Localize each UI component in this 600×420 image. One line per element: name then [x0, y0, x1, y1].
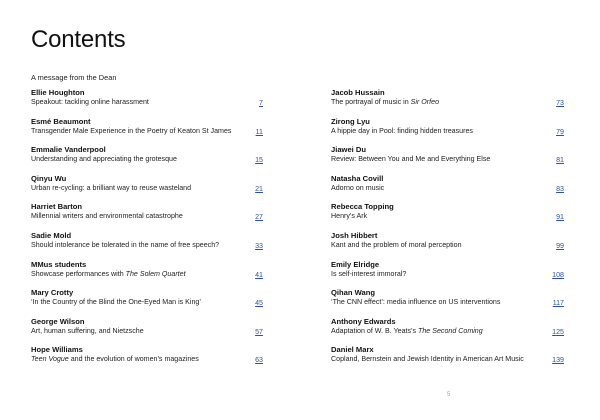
toc-page-link[interactable]: 81: [556, 156, 564, 165]
toc-page-link[interactable]: 83: [556, 184, 564, 193]
title-fragment: Review: Between You and Me and Everything Else: [331, 155, 491, 164]
title-fragment: Copland, Bernstein and Jewish Identity in American Art Music: [331, 355, 524, 364]
toc-page-link[interactable]: 125: [552, 327, 564, 336]
toc-page-link[interactable]: 79: [556, 127, 564, 136]
toc-author: Jiawei Du: [331, 145, 367, 155]
toc-author: Emily Elridge: [331, 259, 380, 269]
toc-article-title: [331, 298, 564, 308]
toc-entry: [31, 88, 263, 117]
toc-author: Natasha Covill: [331, 173, 384, 183]
toc-article-title: [331, 155, 564, 165]
toc-article-title: [31, 298, 263, 308]
toc-article-title: [331, 270, 564, 280]
title-fragment: Henry’s Ark: [331, 212, 368, 221]
toc-article-title: [31, 98, 263, 108]
page-number: 5: [447, 392, 451, 398]
toc-entry: [31, 317, 263, 346]
toc-author: Esmé Beaumont: [31, 116, 91, 126]
toc-entry: [31, 288, 263, 317]
toc-article-title: [331, 212, 564, 222]
toc-page-link[interactable]: 27: [255, 213, 263, 222]
title-fragment: Showcase performances with: [31, 269, 126, 278]
toc-entry: [31, 202, 263, 231]
toc-entry: [331, 202, 564, 231]
toc-page-link[interactable]: 41: [255, 270, 263, 279]
toc-entry: [331, 317, 564, 346]
toc-page-link[interactable]: 63: [255, 356, 263, 365]
toc-author: MMus students: [31, 259, 87, 269]
toc-page-link[interactable]: 7: [259, 99, 263, 107]
title-fragment: Understanding and appreciating the grotesque: [31, 155, 177, 164]
toc-author: Sadie Mold: [31, 230, 72, 240]
toc-article-title: [331, 241, 564, 251]
toc-page-link[interactable]: 21: [255, 184, 263, 193]
italic-title-fragment: The Second Coming: [418, 326, 483, 335]
title-fragment: The portrayal of music in: [331, 98, 411, 106]
toc-article-title: [331, 355, 564, 365]
toc-page-link[interactable]: 11: [255, 127, 263, 136]
toc-author: Emmalie Vanderpool: [31, 145, 106, 155]
title-fragment: Should intolerance be tolerated in the name of free speech?: [31, 240, 220, 249]
toc-entry: [31, 174, 263, 203]
toc-author: Daniel Marx: [331, 345, 374, 355]
toc-article-title: [31, 270, 263, 280]
toc-author: Qinyu Wu: [31, 173, 67, 183]
toc-entry: [331, 145, 564, 174]
toc-entry: [31, 117, 263, 146]
title-fragment: Millennial writers and environmental catastrophe: [31, 212, 183, 221]
toc-page-link[interactable]: 57: [255, 327, 263, 336]
title-fragment: Adaptation of W. B. Yeats’s: [331, 326, 419, 335]
title-fragment: Urban re-cycling: a brilliant way to reuse wasteland: [31, 183, 192, 192]
toc-author: Josh Hibbert: [331, 230, 378, 240]
toc-article-title: [331, 327, 564, 337]
toc-entry: [331, 174, 564, 203]
toc-article-title: [31, 184, 263, 194]
title-fragment: Is self-interest immoral?: [331, 269, 407, 278]
toc-page-link[interactable]: 33: [255, 241, 263, 250]
toc-article-title: [31, 355, 263, 365]
intro-line: A message from the Dean: [31, 73, 117, 82]
toc-article-title: [331, 184, 564, 194]
toc-author: Harriet Barton: [31, 202, 83, 212]
italic-title-fragment: Sir Orfeo: [410, 98, 440, 106]
toc-article-title: [31, 127, 263, 137]
toc-entry: [31, 231, 263, 260]
title-fragment: Adorno on music: [331, 183, 385, 192]
toc-right-column: [331, 88, 564, 374]
toc-page-link[interactable]: 45: [255, 299, 263, 308]
toc-page-link[interactable]: 108: [552, 270, 564, 279]
toc-author: Mary Crotty: [31, 288, 74, 298]
toc-author: Zirong Lyu: [331, 116, 370, 126]
italic-title-fragment: Teen Vogue: [31, 355, 69, 364]
toc-page-link[interactable]: 91: [556, 213, 564, 222]
toc-entry: [31, 345, 263, 374]
toc-page-link[interactable]: 117: [552, 299, 564, 308]
toc-author: Jacob Hussain: [331, 88, 385, 97]
toc-page-link[interactable]: 139: [552, 356, 564, 365]
toc-author: George Wilson: [31, 316, 85, 326]
toc-page-link[interactable]: 15: [255, 156, 263, 165]
toc-entry: [31, 145, 263, 174]
toc-entry: [331, 88, 564, 117]
title-fragment: and the evolution of women’s magazines: [68, 355, 199, 364]
toc-entry: [331, 260, 564, 289]
toc-article-title: [31, 155, 263, 165]
toc-page-link[interactable]: 73: [556, 99, 564, 107]
toc-left-column: [31, 88, 263, 374]
toc-author: Anthony Edwards: [331, 316, 396, 326]
title-fragment: Art, human suffering, and Nietzsche: [31, 326, 144, 335]
italic-title-fragment: The Solem Quartet: [125, 269, 186, 278]
toc-entry: [31, 260, 263, 289]
toc-entry: [331, 345, 564, 374]
toc-article-title: [31, 327, 263, 337]
toc-author: Rebecca Topping: [331, 202, 394, 212]
toc-author: Qihan Wang: [331, 288, 376, 298]
toc-article-title: [31, 241, 263, 251]
toc-article-title: [31, 212, 263, 222]
toc-article-title: [331, 127, 564, 137]
title-fragment: Speakout: tackling online harassment: [31, 98, 149, 106]
toc-author: Ellie Houghton: [31, 88, 85, 97]
title-fragment: ‘The CNN effect’: media influence on US interventions: [331, 298, 501, 307]
toc-entry: [331, 231, 564, 260]
title-fragment: Transgender Male Experience in the Poetry of Keaton St James: [31, 126, 232, 135]
page-title: Contents: [31, 26, 126, 53]
toc-entry: [331, 117, 564, 146]
toc-article-title: [331, 98, 564, 108]
toc-page-link[interactable]: 99: [556, 241, 564, 250]
title-fragment: Kant and the problem of moral perception: [331, 240, 462, 249]
toc-entry: [331, 288, 564, 317]
toc-author: Hope Williams: [31, 345, 83, 355]
title-fragment: ‘In the Country of the Blind the One-Eyed Man is King’: [31, 298, 201, 307]
title-fragment: A hippie day in Pool: finding hidden treasures: [331, 126, 473, 135]
